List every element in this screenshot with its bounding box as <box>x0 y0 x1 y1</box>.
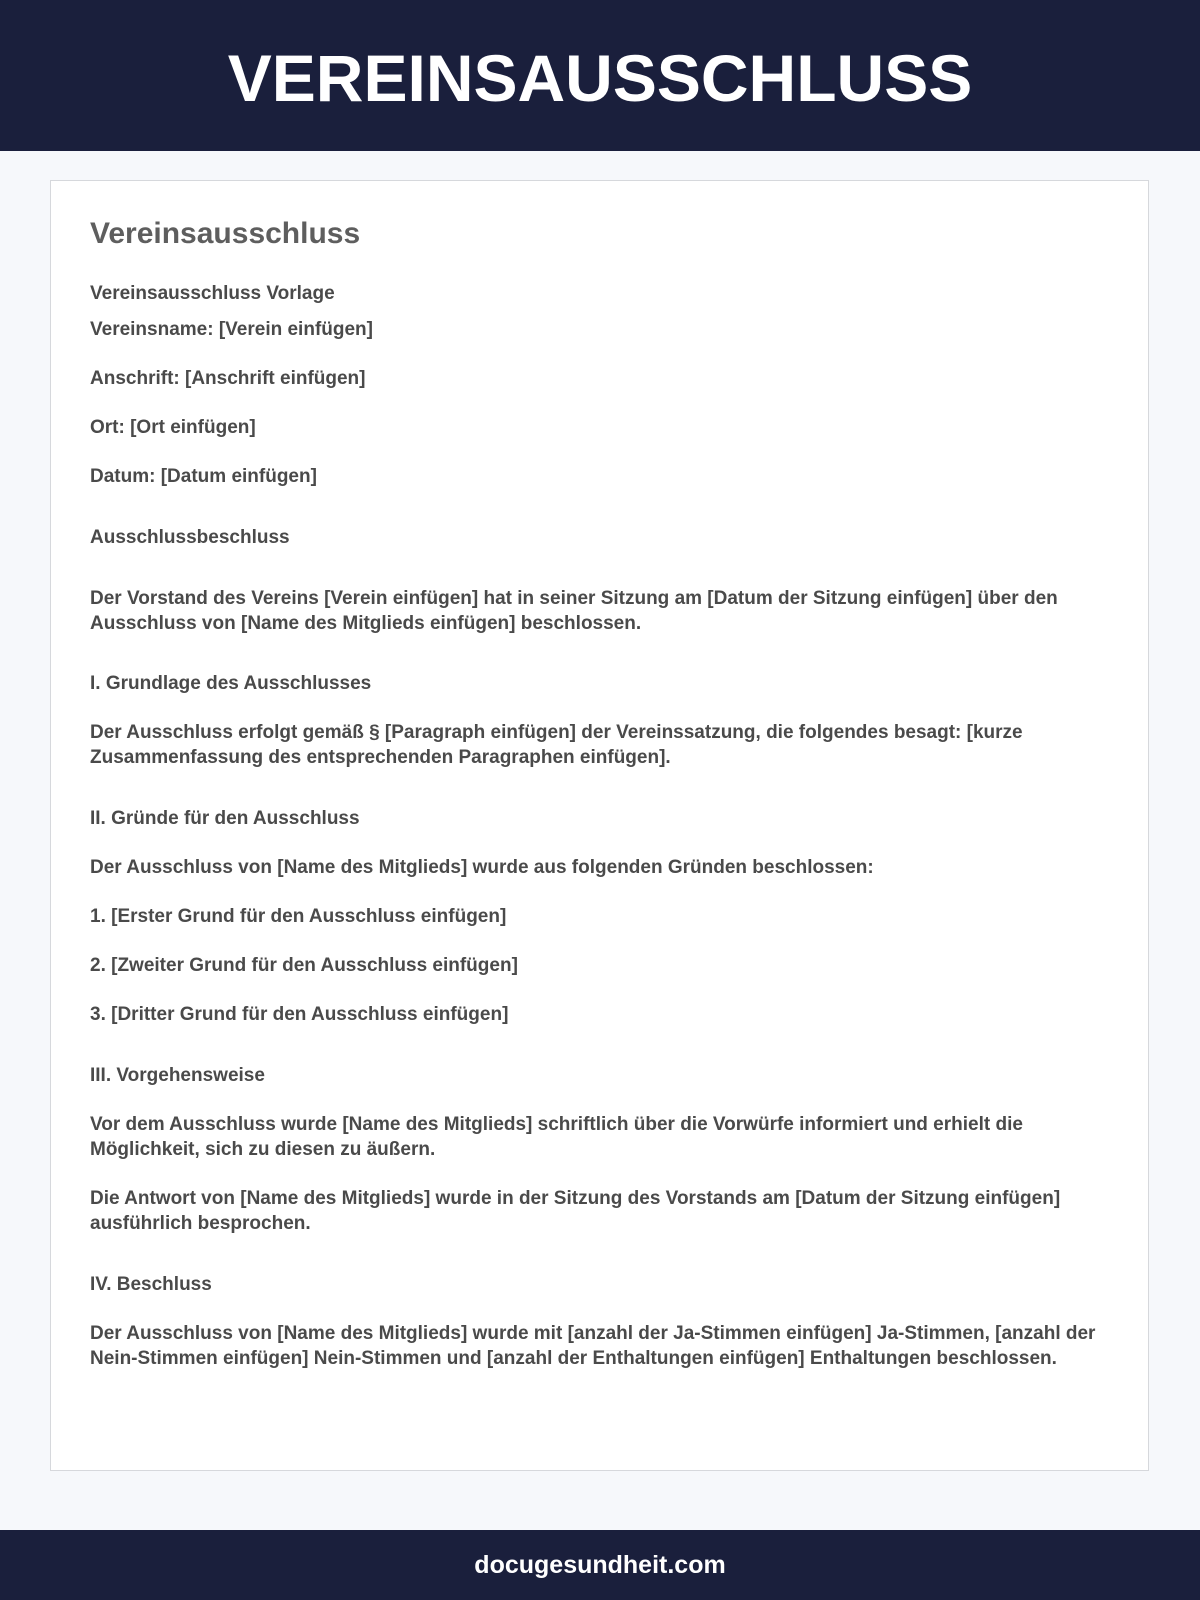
field-ort: Ort: [Ort einfügen] <box>90 417 256 438</box>
document-card <box>50 180 1149 1471</box>
reason-item-2: 2. [Zweiter Grund für den Ausschluss einfügen] <box>90 955 518 976</box>
section-1-heading: I. Grundlage des Ausschlusses <box>90 673 372 694</box>
section-3-heading: III. Vorgehensweise <box>90 1065 265 1086</box>
footer-bar <box>0 1530 1200 1600</box>
beschluss-heading: Ausschlussbeschluss <box>90 527 290 548</box>
document-subtitle: Vereinsausschluss Vorlage <box>90 283 335 304</box>
section-2-paragraph: Der Ausschluss von [Name des Mitglieds] wurde aus folgenden Gründen beschlossen: <box>90 857 874 878</box>
field-vereinsname: Vereinsname: [Verein einfügen] <box>90 319 373 340</box>
header-banner <box>0 0 1200 151</box>
footer-site-link[interactable]: docugesundheit.com <box>474 1550 726 1579</box>
section-4-paragraph: Der Ausschluss von [Name des Mitglieds] wurde mit [anzahl der Ja-Stimmen einfügen] Ja-Stimmen, [anzahl der Nein-Stimmen einfügen] Nein-Stimmen und [anzahl der Enthaltungen einfügen] Enthaltungen beschlossen. <box>90 1323 1096 1369</box>
section-3-paragraph-2: Die Antwort von [Name des Mitglieds] wurde in der Sitzung des Vorstands am [Datum der Sitzung einfügen] ausführlich besprochen. <box>90 1188 1061 1234</box>
section-2-heading: II. Gründe für den Ausschluss <box>90 808 360 829</box>
field-datum: Datum: [Datum einfügen] <box>90 466 317 487</box>
intro-paragraph: Der Vorstand des Vereins [Verein einfügen] hat in seiner Sitzung am [Datum der Sitzung einfügen] über den Ausschluss von [Name des Mitglieds einfügen] beschlossen. <box>90 588 1058 634</box>
reason-item-3: 3. [Dritter Grund für den Ausschluss einfügen] <box>90 1004 509 1025</box>
section-1-paragraph: Der Ausschluss erfolgt gemäß § [Paragraph einfügen] der Vereinssatzung, die folgendes besagt: [kurze Zusammenfassung des entsprechenden Paragraphen einfügen]. <box>90 722 1023 768</box>
reason-item-1: 1. [Erster Grund für den Ausschluss einfügen] <box>90 906 507 927</box>
field-anschrift: Anschrift: [Anschrift einfügen] <box>90 368 366 389</box>
banner-title: VEREINSAUSSCHLUSS <box>227 40 973 115</box>
section-3-paragraph-1: Vor dem Ausschluss wurde [Name des Mitglieds] schriftlich über die Vorwürfe informiert und erhielt die Möglichkeit, sich zu diesen zu äußern. <box>90 1114 1023 1160</box>
section-4-heading: IV. Beschluss <box>90 1274 212 1295</box>
document-title: Vereinsausschluss <box>90 217 361 250</box>
